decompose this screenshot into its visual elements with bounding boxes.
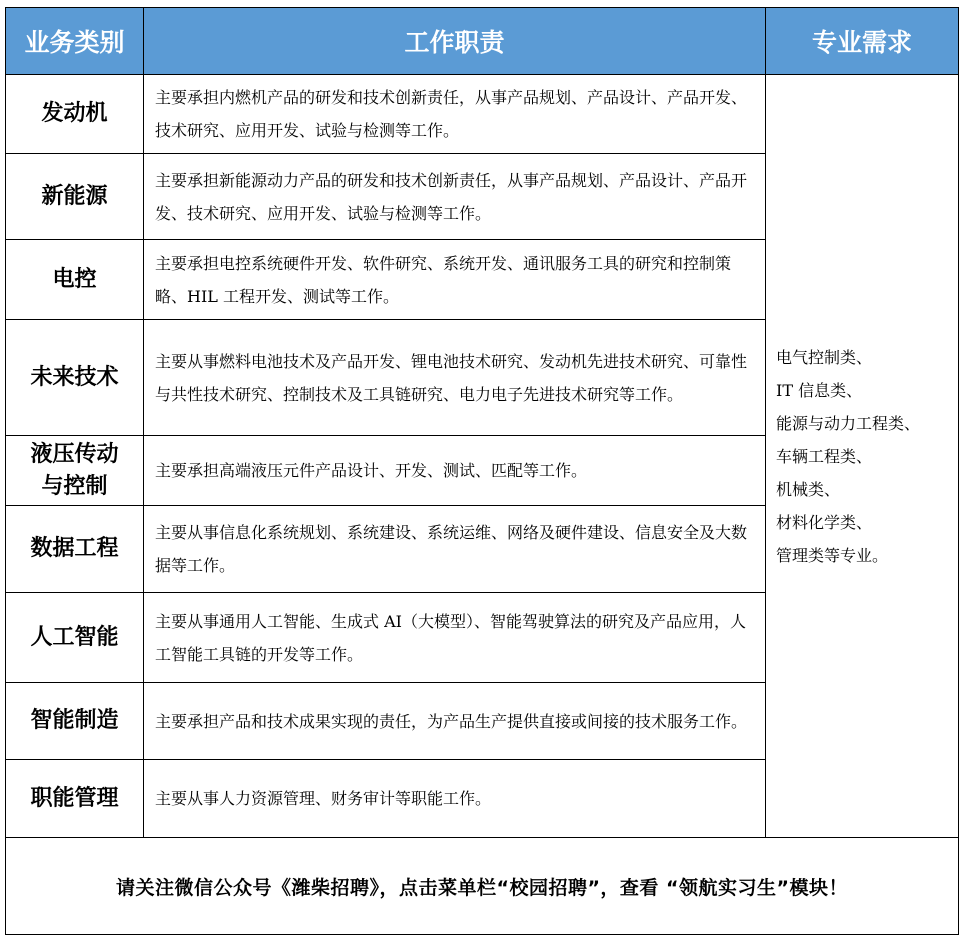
major-item: IT 信息类、 [776,380,863,400]
duties-cell: 主要从事信息化系统规划、系统建设、系统运维、网络及硬件建设、信息安全及大数据等工作。 [144,506,766,593]
category-label: 人工智能 [30,624,119,650]
category-label: 液压传动 [30,441,119,467]
major-item: 电气控制类、 [776,347,873,367]
category-cell [6,436,144,506]
category-label: 数据工程 [30,536,119,561]
duties-cell: 主要承担产品和技术成果实现的责任，为产品生产提供直接或间接的技术服务工作。 [144,683,766,760]
category-cell [6,320,144,436]
table-row [6,75,959,154]
category-cell [6,760,144,838]
category-cell [6,593,144,683]
header-row [6,8,959,75]
header-category: 业务类别 [6,8,144,75]
category-cell [6,506,144,593]
category-label: 未来技术 [30,364,119,390]
recruitment-table [5,7,959,935]
major-item: 机械类、 [776,479,841,499]
major-item: 管理类等专业。 [776,545,889,565]
major-item: 材料化学类、 [776,512,873,532]
category-label: 与控制 [41,473,108,499]
category-cell [6,683,144,760]
category-label: 发动机 [41,101,108,126]
footer-notice: 请关注微信公众号《潍柴招聘》，点击菜单栏“校园招聘”，查看 “领航实习生”模块！ [6,838,959,935]
major-item: 车辆工程类、 [776,446,873,466]
category-cell [6,240,144,320]
header-majors: 专业需求 [766,8,959,75]
duties-cell: 主要从事燃料电池技术及产品开发、锂电池技术研究、发动机先进技术研究、可靠性与共性技术研究、控制技术及工具链研究、电力电子先进技术研究等工作。 [144,320,766,436]
category-cell [6,75,144,154]
duties-cell: 主要从事人力资源管理、财务审计等职能工作。 [144,760,766,838]
recruitment-table-wrapper [5,7,958,935]
duties-cell: 主要承担高端液压元件产品设计、开发、测试、匹配等工作。 [144,436,766,506]
category-label: 职能管理 [30,785,119,811]
header-duties: 工作职责 [144,8,766,75]
duties-cell: 主要承担内燃机产品的研发和技术创新责任，从事产品规划、产品设计、产品开发、技术研究、应用开发、试验与检测等工作。 [144,75,766,154]
footer-row [6,838,959,935]
duties-cell: 主要承担电控系统硬件开发、软件研究、系统开发、通讯服务工具的研究和控制策略、HIL 工程开发、测试等工作。 [144,240,766,320]
category-label: 新能源 [41,183,108,209]
majors-cell [766,75,959,838]
category-label: 电控 [52,266,97,292]
duties-cell: 主要承担新能源动力产品的研发和技术创新责任，从事产品规划、产品设计、产品开发、技术研究、应用开发、试验与检测等工作。 [144,154,766,240]
major-item: 能源与动力工程类、 [776,413,921,433]
category-cell [6,154,144,240]
category-label: 智能制造 [30,708,119,733]
duties-cell: 主要从事通用人工智能、生成式 AI（大模型）、智能驾驶算法的研究及产品应用，人工智能工具链的开发等工作。 [144,593,766,683]
